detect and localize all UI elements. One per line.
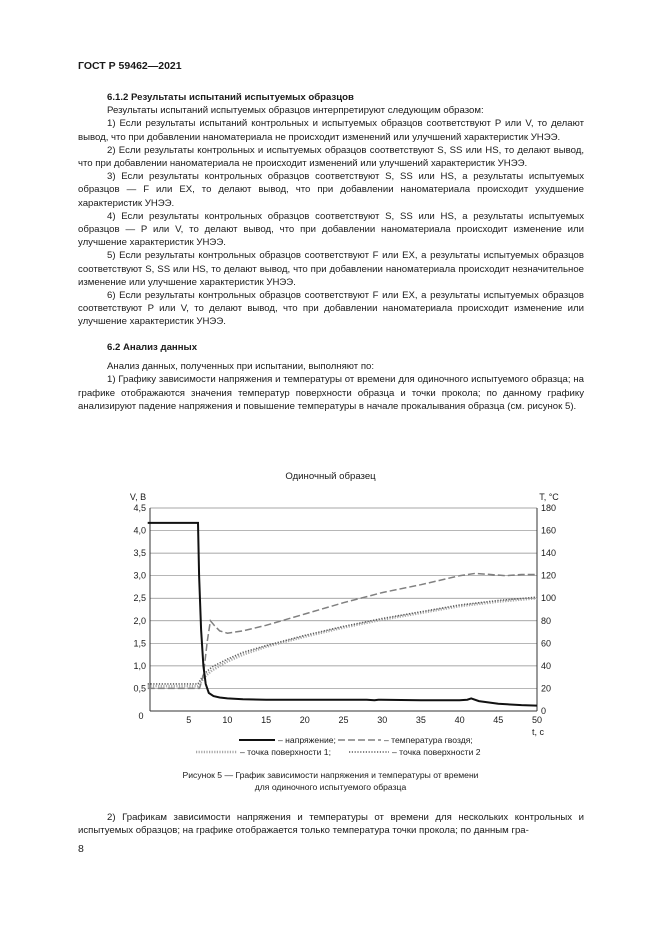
list-item: 2) Если результаты контрольных и испытуемых образцов соответствуют S, SS или HS, то делают вывод, что при добавлении наноматериала не происходит изменений или улучшений характеристик УНЭЭ. (78, 144, 584, 170)
y-right-tick-label: 140 (541, 548, 557, 559)
y-right-tick-label: 20 (541, 683, 552, 694)
series-line-3 (148, 598, 537, 686)
x-tick-label: 30 (377, 715, 388, 725)
x-tick-label: 50 (531, 715, 543, 725)
chart-title: Одиночный образец (285, 471, 376, 482)
x-tick-label: 35 (415, 715, 426, 725)
list-item: 1) Если результаты испытаний контрольных и испытуемых образцов соответствуют P или V, то делают вывод, что при добавлении наноматериала не происходит изменений или улучшений характеристик УНЭЭ. (78, 118, 584, 143)
list-item: 6) Если результаты контрольных образцов соответствуют F или EX, а результаты испытуемых образцов соответствуют P или V, то делают вывод, что при добавлении наноматериала происходит изменение или улучшение характеристик УНЭЭ. (78, 290, 584, 328)
series-line-4 (148, 597, 537, 684)
y-left-tick-label: 2,5 (133, 593, 146, 604)
x-tick-label: 45 (493, 715, 504, 725)
list-item: 3) Если результаты контрольных образцов соответствуют S, SS или HS, а результаты испытуемых образцов — F или EX, то делают вывод, что при добавлении наноматериала происходит ухудшение характеристик УНЭЭ. (78, 171, 584, 209)
y-left-tick-label: 3,0 (133, 570, 146, 581)
figure-caption-line-2: для одиночного испытуемого образца (254, 782, 407, 792)
y-right-tick-label: 120 (541, 570, 557, 581)
legend-label: – точка поверхности 1; (240, 747, 331, 757)
legend-label: – температура гвоздя; (384, 735, 473, 745)
section-intro-6-2: Анализ данных, полученных при испытании, выполняют по: (107, 361, 375, 373)
section-heading-6-1-2: 6.1.2 Результаты испытаний испытуемых образцов (107, 92, 354, 103)
y-left-tick-label: 0,5 (133, 683, 146, 694)
figure-caption-line-1: Рисунок 5 — График зависимости напряжения и температуры от времени (182, 770, 479, 780)
y-left-axis-label: V, В (129, 492, 147, 502)
page-number: 8 (78, 843, 84, 855)
legend-label: – напряжение; (278, 735, 336, 745)
x-tick-label: 5 (186, 715, 192, 725)
series-line-1 (148, 523, 537, 706)
standard-header: ГОСТ Р 59462—2021 (78, 60, 182, 72)
section-heading-6-2: 6.2 Анализ данных (107, 342, 198, 353)
y-right-tick-label: 40 (541, 660, 552, 671)
list-item: 2) Графикам зависимости напряжения и температуры от времени для нескольких контрольных и испытуемых образцов; на графике отображается только температура точки прокола; по данным гра- (78, 812, 584, 837)
list-item: 5) Если результаты контрольных образцов соответствуют F или EX, а результаты испытуемых образцов соответствуют S, SS или HS, то делают вывод, что при добавлении наноматериала происходит незначительное изменение или улучшение характеристик УНЭЭ. (78, 250, 584, 288)
y-right-tick-label: 60 (541, 638, 552, 649)
y-left-tick-label: 4,0 (133, 525, 146, 536)
y-right-tick-label: 180 (541, 503, 557, 513)
y-left-tick-label: 1,5 (133, 638, 146, 649)
x-tick-label: 10 (222, 715, 233, 725)
y-left-tick-label: 0 (138, 711, 144, 721)
list-item: 4) Если результаты контрольных образцов соответствуют S, SS или HS, а результаты испытуемых образцов — P или V, то делают вывод, что при добавлении наноматериала происходит изменение или улучшение характеристик УНЭЭ. (78, 210, 584, 249)
y-left-tick-label: 3,5 (133, 548, 146, 559)
x-tick-label: 40 (454, 715, 465, 725)
y-right-tick-label: 0 (541, 706, 547, 716)
y-right-tick-label: 160 (541, 525, 557, 536)
x-tick-label: 25 (338, 715, 349, 725)
y-left-tick-label: 2,0 (133, 615, 146, 626)
figure-caption (0, 769, 661, 793)
y-left-tick-label: 4,5 (133, 503, 146, 513)
x-tick-label: 20 (299, 715, 310, 725)
y-right-tick-label: 80 (541, 615, 552, 626)
x-axis-label: t, с (531, 727, 545, 737)
list-item: 1) Графику зависимости напряжения и температуры от времени для одиночного испытуемого образца; на графике отображаются значения температур поверхности образца и точки прокола; по данному графику анализируют падение напряжения и повышение температуры в начале прокалывания образца (см. рисунок 5). (78, 374, 584, 412)
x-tick-label: 15 (261, 715, 272, 725)
y-left-tick-label: 1,0 (133, 660, 146, 671)
y-right-axis-label: T, °C (539, 492, 559, 502)
section-intro-6-1-2: Результаты испытаний испытуемых образцов интерпретируют следующим образом: (107, 105, 484, 117)
y-right-tick-label: 100 (541, 593, 557, 604)
section-continuation (78, 811, 584, 837)
legend-label: – точка поверхности 2 (392, 747, 481, 757)
